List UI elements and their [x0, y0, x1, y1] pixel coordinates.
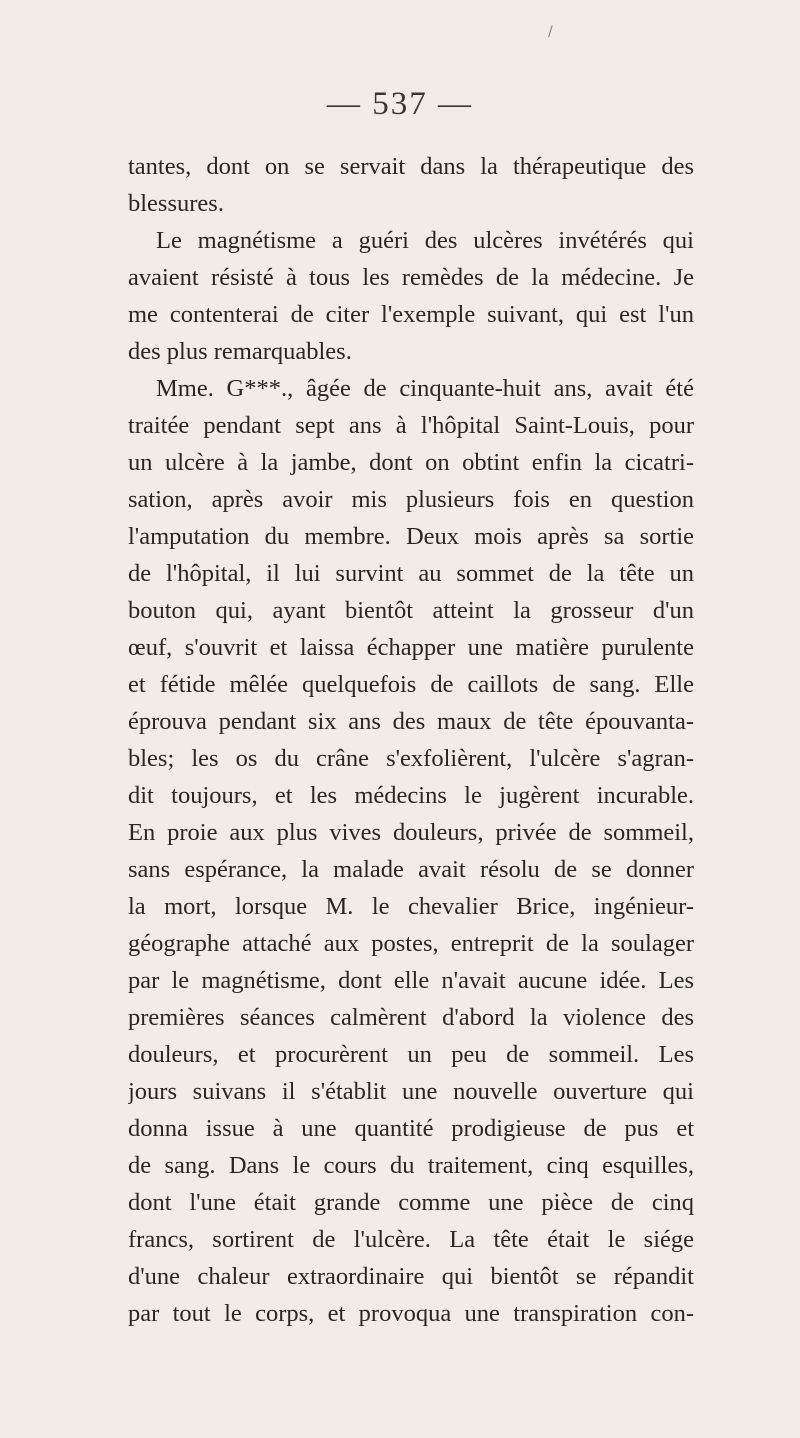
text-line: un ulcère à la jambe, dont on obtint enfin la cicatri- [128, 449, 694, 476]
text-line: bles; les os du crâne s'exfolièrent, l'ulcère s'agran- [128, 745, 694, 772]
text-line: et fétide mêlée quelquefois de caillots de sang. Elle [128, 671, 694, 698]
text-line: par tout le corps, et provoqua une transpiration con- [128, 1300, 694, 1327]
text-line: d'une chaleur extraordinaire qui bientôt se répandit [128, 1263, 694, 1290]
page-number: — 537 — [327, 86, 473, 122]
text-line: tantes, dont on se servait dans la thérapeutique des [128, 153, 694, 180]
text-line: dit toujours, et les médecins le jugèrent incurable. [128, 782, 694, 809]
text-line: Le magnétisme a guéri des ulcères invétérés qui [156, 227, 694, 254]
text-line: bouton qui, ayant bientôt atteint la grosseur d'un [128, 597, 694, 624]
text-line: de sang. Dans le cours du traitement, cinq esquilles, [128, 1152, 694, 1179]
text-line: traitée pendant sept ans à l'hôpital Saint-Louis, pour [128, 412, 694, 439]
text-line: la mort, lorsque M. le chevalier Brice, ingénieur- [128, 893, 694, 920]
text-line: blessures. [128, 190, 224, 217]
corner-pencil-mark: / [548, 24, 553, 40]
text-line: douleurs, et procurèrent un peu de sommeil. Les [128, 1041, 694, 1068]
text-line: éprouva pendant six ans des maux de tête épouvanta- [128, 708, 694, 735]
text-line: donna issue à une quantité prodigieuse de pus et [128, 1115, 694, 1142]
text-line: l'amputation du membre. Deux mois après sa sortie [128, 523, 694, 550]
text-line: francs, sortirent de l'ulcère. La tête était le siége [128, 1226, 694, 1253]
text-line: avaient résisté à tous les remèdes de la médecine. Je [128, 264, 694, 291]
text-line: Mme. G***., âgée de cinquante-huit ans, avait été [156, 375, 694, 402]
text-line: me contenterai de citer l'exemple suivant, qui est l'un [128, 301, 694, 328]
text-line: sation, après avoir mis plusieurs fois en question [128, 486, 694, 513]
text-line: jours suivans il s'établit une nouvelle ouverture qui [128, 1078, 694, 1105]
text-line: premières séances calmèrent d'abord la violence des [128, 1004, 694, 1031]
text-line: œuf, s'ouvrit et laissa échapper une matière purulente [128, 634, 694, 661]
text-line: des plus remarquables. [128, 338, 352, 365]
text-line: En proie aux plus vives douleurs, privée de sommeil, [128, 819, 694, 846]
body-text [128, 148, 694, 1332]
text-line: par le magnétisme, dont elle n'avait aucune idée. Les [128, 967, 694, 994]
text-line: dont l'une était grande comme une pièce de cinq [128, 1189, 694, 1216]
text-line: sans espérance, la malade avait résolu de se donner [128, 856, 694, 883]
text-line: de l'hôpital, il lui survint au sommet de la tête un [128, 560, 694, 587]
text-line: géographe attaché aux postes, entreprit de la soulager [128, 930, 694, 957]
